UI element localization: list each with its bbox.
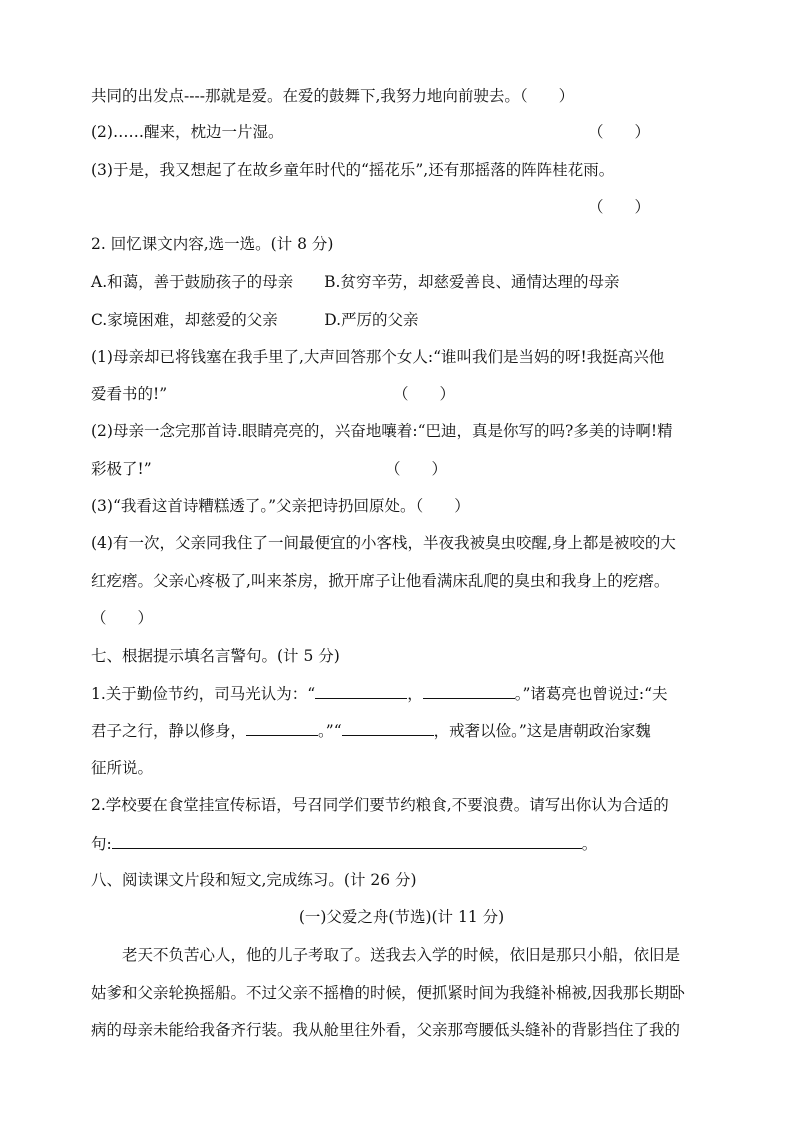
section-heading: 八、阅读课文片段和短文,完成练习。(计 26 分) <box>91 871 417 889</box>
option-line: A.和蔼，善于鼓励孩子的母亲 B.贫穷辛劳，却慈爱善良、通情达理的母亲 <box>91 273 620 291</box>
text: ， <box>407 685 423 703</box>
fill-blank-line <box>91 683 712 704</box>
text: 。 <box>581 835 598 853</box>
text: 句: <box>91 835 112 853</box>
question-item: (2)母亲一念完那首诗.眼睛亮亮的，兴奋地嚷着:“巴迪，真是你写的吗?多美的诗啊!精 <box>91 422 673 440</box>
question-text: (2)……醒来，枕边一片湿。 <box>91 123 284 141</box>
fill-blank-line <box>91 720 712 741</box>
answer-blank[interactable] <box>315 683 407 699</box>
text-line: 共同的出发点----那就是爱。在爱的鼓舞下,我努力地向前驶去。（ ） <box>91 87 575 105</box>
question-item: (3)“我看这首诗糟糕透了。”父亲把诗扔回原处。（ ） <box>91 497 470 515</box>
question-item-cont <box>91 459 712 479</box>
section-heading: 七、根据提示填名言警句。(计 5 分) <box>91 647 340 665</box>
question-heading: 2. 回忆课文内容,选一选。(计 8 分) <box>91 235 334 253</box>
answer-bracket[interactable]: （ ） <box>588 198 651 216</box>
text: 君子之行，静以修身， <box>91 722 247 740</box>
passage-line: 病的母亲未能给我备齐行装。我从舱里往外看，父亲那弯腰低头缝补的背影挡住了我的 <box>91 1021 681 1039</box>
passage-line: 姑爹和父亲轮换摇船。不过父亲不摇橹的时候，便抓紧时间为我缝补棉被,因我那长期卧 <box>91 984 685 1002</box>
answer-bracket[interactable]: （ ） <box>385 460 448 478</box>
text-line: 征所说。 <box>91 759 154 777</box>
answer-blank[interactable] <box>246 720 318 736</box>
question-item: (4)有一次，父亲同我住了一间最便宜的小客栈，半夜我被臭虫咬醒,身上都是被咬的大 <box>91 534 676 552</box>
text: 。”诸葛亮也曾说过:“夫 <box>514 685 668 703</box>
text: 。”“ <box>318 722 342 740</box>
passage-line: 老天不负苦心人，他的儿子考取了。送我去入学的时候，依旧是那只小船，依旧是 <box>122 946 681 964</box>
answer-blank[interactable] <box>423 683 515 699</box>
fill-blank-line <box>91 833 712 854</box>
question-item: (3)于是，我又想起了在故乡童年时代的“摇花乐”,还有那摇落的阵阵桂花雨。 <box>91 161 615 179</box>
question-item-cont: 红疙瘩。父亲心疼极了,叫来茶房，掀开席子让他看满床乱爬的臭虫和我身上的疙瘩。 <box>91 572 670 590</box>
option-line: C.家境困难，却慈爱的父亲 D.严厉的父亲 <box>91 311 419 329</box>
answer-bracket[interactable]: （ ） <box>91 609 154 627</box>
answer-bracket[interactable]: （ ） <box>393 385 456 403</box>
question-text: 爱看书的!” <box>91 385 168 403</box>
answer-blank[interactable] <box>342 720 434 736</box>
text: 1.关于勤俭节约，司马光认为：“ <box>91 685 316 703</box>
answer-bracket[interactable]: （ ） <box>588 123 651 141</box>
question-item: 2.学校要在食堂挂宣传标语，号召同学们要节约粮食,不要浪费。请写出你认为合适的 <box>91 796 669 814</box>
passage-title: (一)父爱之舟(节选)(计 11 分) <box>298 908 505 926</box>
question-item: (1)母亲却已将钱塞在我手里了,大声回答那个女人:“谁叫我们是当妈的呀!我挺高兴他 <box>91 348 665 366</box>
text: ，戒奢以俭。”这是唐朝政治家魏 <box>433 722 651 740</box>
question-item <box>91 122 712 142</box>
answer-blank[interactable] <box>112 833 582 849</box>
question-item-cont <box>91 384 712 404</box>
question-text: 彩极了!” <box>91 460 152 478</box>
